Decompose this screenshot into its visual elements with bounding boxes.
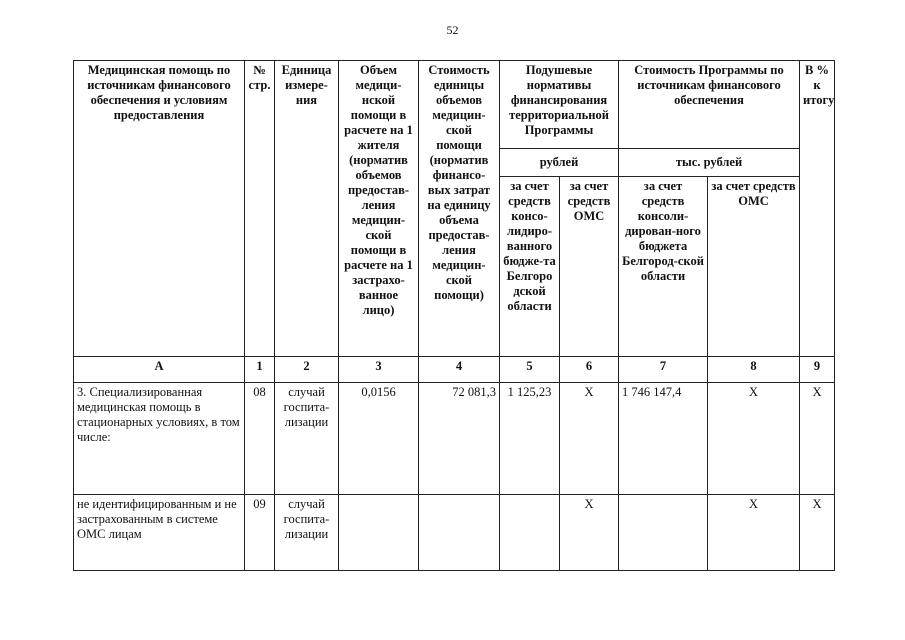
header-col-2: Единица измере-ния <box>275 61 339 357</box>
header-col-a: Медицинская помощь по источникам финансового обеспечения и условиям предоставления <box>74 61 245 357</box>
header-col-5: за счет средств консо-лидиро-ванного бюдже-та Белгоро дской области <box>500 177 560 357</box>
row-volume <box>339 495 419 571</box>
header-group-program-cost: Стоимость Программы по источникам финансового обеспечения <box>619 61 800 149</box>
column-letter: 4 <box>419 357 500 383</box>
header-col-8: за счет средств ОМС <box>708 177 800 357</box>
row-percent: Х <box>800 383 835 495</box>
column-letter: 6 <box>560 357 619 383</box>
row-cost-budget <box>619 495 708 571</box>
row-volume: 0,0156 <box>339 383 419 495</box>
header-col-3: Объем медици-нской помощи в расчете на 1 жителя (норматив объемов предостав-ления медицин-ской помощи в расчете на 1 застрахо-ванное лицо) <box>339 61 419 357</box>
row-number: 09 <box>245 495 275 571</box>
row-per-capita-oms: Х <box>560 495 619 571</box>
row-cost-budget: 1 746 147,4 <box>619 383 708 495</box>
column-letter: 8 <box>708 357 800 383</box>
column-letters-row <box>74 357 835 383</box>
header-col-9: В % к итогу <box>800 61 835 357</box>
table-row <box>74 495 835 571</box>
row-unit: случай госпита-лизации <box>275 383 339 495</box>
row-unit-cost <box>419 495 500 571</box>
column-letter: А <box>74 357 245 383</box>
column-letter: 5 <box>500 357 560 383</box>
column-letter: 7 <box>619 357 708 383</box>
page-number: 52 <box>446 23 459 37</box>
row-unit-cost: 72 081,3 <box>419 383 500 495</box>
header-col-6: за счет средств ОМС <box>560 177 619 357</box>
column-letter: 3 <box>339 357 419 383</box>
header-unit-rub: рублей <box>500 149 619 177</box>
row-per-capita-budget <box>500 495 560 571</box>
row-percent: Х <box>800 495 835 571</box>
header-col-4: Стоимость единицы объемов медицин-ской помощи (норматив финансо-вых затрат на единицу объема предостав-ления медицин-ской помощи) <box>419 61 500 357</box>
table-row <box>74 383 835 495</box>
header-col-7: за счет средств консоли-дирован-ного бюджета Белгород-ской области <box>619 177 708 357</box>
row-cost-oms: Х <box>708 383 800 495</box>
row-per-capita-oms: Х <box>560 383 619 495</box>
row-description: не идентифицированным и не застрахованным в системе ОМС лицам <box>74 495 245 571</box>
row-per-capita-budget: 1 125,23 <box>500 383 560 495</box>
row-description: 3. Специализированная медицинская помощь в стационарных условиях, в том числе: <box>74 383 245 495</box>
column-letter: 2 <box>275 357 339 383</box>
column-letter: 9 <box>800 357 835 383</box>
header-group-per-capita: Подушевые нормативы финансирования территориальной Программы <box>500 61 619 149</box>
header-unit-thous: тыс. рублей <box>619 149 800 177</box>
row-unit: случай госпита-лизации <box>275 495 339 571</box>
row-number: 08 <box>245 383 275 495</box>
column-letter: 1 <box>245 357 275 383</box>
header-col-1: № стр. <box>245 61 275 357</box>
financing-table <box>73 60 835 571</box>
row-cost-oms: Х <box>708 495 800 571</box>
